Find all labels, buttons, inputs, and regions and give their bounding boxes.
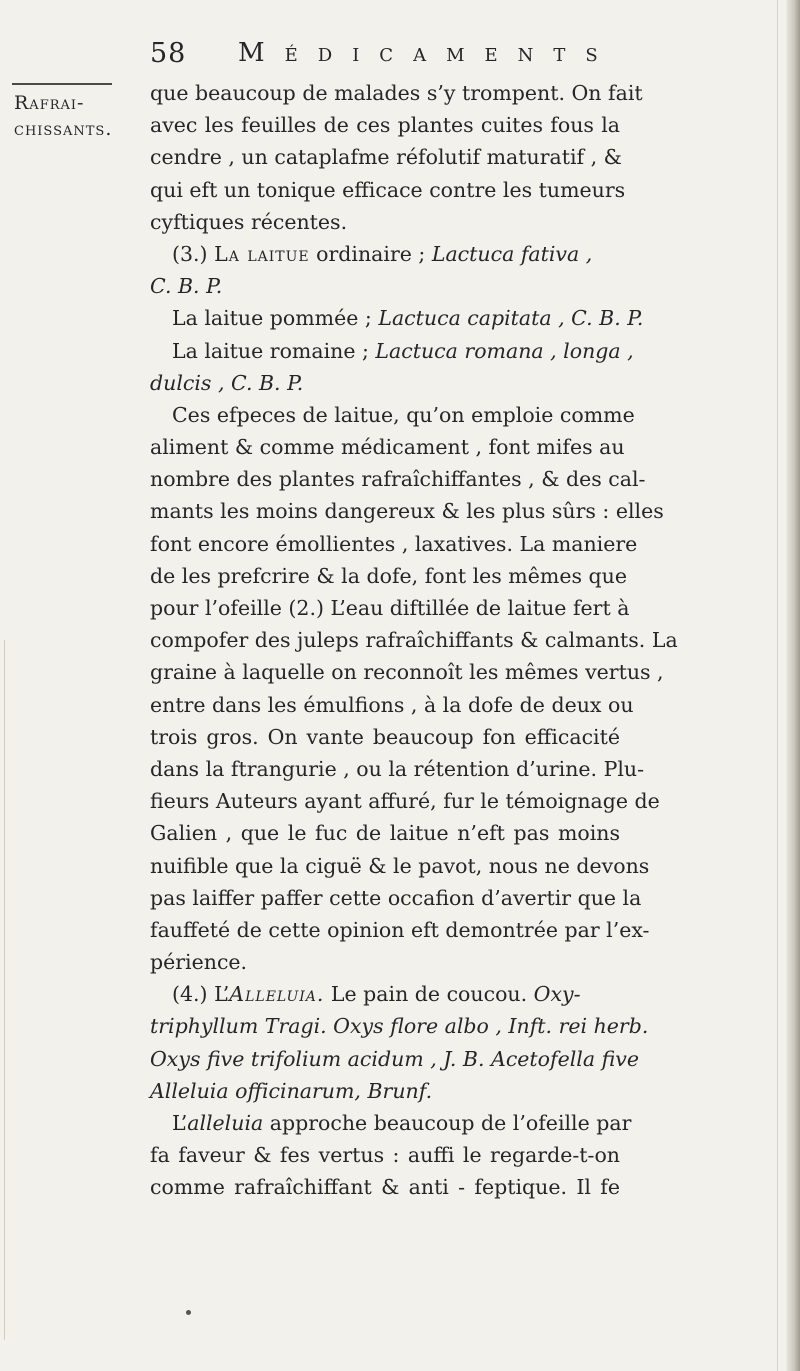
text-line: de les prefcrire & la dofe, font les mêmes que bbox=[150, 563, 627, 588]
text-run: ordinaire ; bbox=[309, 241, 432, 266]
text-line: fauffeté de cette opinion eft demontrée par l’ex- bbox=[150, 917, 650, 942]
text-line: graine à laquelle on reconnoît les mêmes vertus , bbox=[150, 660, 664, 685]
text-line: cendre , un cataplafme réfolutif maturatif , & bbox=[150, 145, 622, 170]
page-edge-shadow bbox=[786, 0, 800, 1371]
entry-number: (3.) bbox=[172, 241, 208, 266]
text-line: font encore émollientes , laxatives. La maniere bbox=[150, 531, 638, 556]
margin-note-line-1: Rafrai- bbox=[14, 92, 85, 114]
text-line: avec les feuilles de ces plantes cuites fous la bbox=[150, 113, 620, 138]
text-line: fieurs Auteurs ayant affuré, fur le témoignage de bbox=[150, 789, 660, 814]
running-title: Médicaments bbox=[238, 38, 618, 68]
latin-name: Lactuca capitata , C. B. P. bbox=[378, 306, 644, 331]
page-header bbox=[150, 36, 630, 76]
text-line bbox=[150, 335, 634, 367]
text-line: pas laiffer paffer cette occafion d’avertir que la bbox=[150, 885, 642, 910]
margin-rule bbox=[12, 83, 112, 85]
latin-name: Lactuca fativa , bbox=[431, 241, 593, 266]
text-line bbox=[150, 238, 620, 270]
text-line: comme rafraîchiffant & anti - feptique. Il fe bbox=[150, 1175, 620, 1200]
margin-note bbox=[14, 90, 144, 142]
text-run: L’ bbox=[172, 1111, 188, 1135]
text-line: Ces efpeces de laitue, qu’on emploie comme bbox=[172, 402, 635, 427]
text-run: Le pain de coucou. bbox=[324, 982, 534, 1007]
text-line: C. B. P. bbox=[150, 274, 223, 299]
page-number: 58 bbox=[150, 38, 187, 69]
text-line: triphyllum Tragi. Oxys flore albo , Inft. rei herb. bbox=[150, 1014, 649, 1039]
text-line: nombre des plantes rafraîchiffantes , & des cal- bbox=[150, 467, 646, 492]
entry-name: Alleluia. bbox=[229, 982, 325, 1007]
text-line: fa faveur & fes vertus : auffi le regarde-t-on bbox=[150, 1143, 620, 1168]
text-line bbox=[150, 1107, 632, 1139]
text-line: dans la ftrangurie , ou la rétention d’urine. Plu- bbox=[150, 756, 645, 781]
left-margin-line bbox=[4, 640, 5, 1340]
text-line bbox=[150, 978, 620, 1010]
text-line: mants les moins dangereux & les plus sûrs : elles bbox=[150, 499, 664, 524]
text-run: La laitue romaine ; bbox=[172, 338, 376, 363]
text-line: compofer des juleps rafraîchiffants & calmants. La bbox=[150, 628, 678, 653]
text-run: approche beaucoup de l’ofeille par bbox=[263, 1111, 632, 1135]
text-line: entre dans les émulfions , à la dofe de deux ou bbox=[150, 692, 634, 717]
text-line: cyftiques récentes. bbox=[150, 209, 348, 234]
text-line: trois gros. On vante beaucoup fon efficacité bbox=[150, 724, 620, 749]
text-run: La laitue pommée ; bbox=[172, 306, 379, 331]
page-edge-line bbox=[777, 0, 778, 1371]
entry-number: (4.) L’ bbox=[172, 982, 230, 1007]
text-line: dulcis , C. B. P. bbox=[150, 370, 304, 395]
latin-name: Oxy- bbox=[533, 982, 581, 1007]
text-line: qui eft un tonique efficace contre les tumeurs bbox=[150, 177, 626, 202]
text-line: Oxys five trifolium acidum , J. B. Acetofella five bbox=[150, 1046, 639, 1071]
margin-note-line-2: chissants. bbox=[14, 118, 113, 140]
text-line: que beaucoup de malades s’y trompent. On fait bbox=[150, 81, 643, 105]
text-line: Galien , que le fuc de laitue n’eft pas moins bbox=[150, 821, 620, 846]
text-line: Alleluia officinarum, Brunf. bbox=[150, 1078, 433, 1103]
text-line: nuifible que la ciguë & le pavot, nous ne devons bbox=[150, 853, 650, 878]
latin-name: alleluia bbox=[187, 1111, 264, 1135]
latin-name: Lactuca romana , longa , bbox=[375, 338, 634, 363]
text-line: pour l’ofeille (2.) L’eau diftillée de laitue fert à bbox=[150, 596, 630, 620]
text-line bbox=[150, 302, 644, 334]
entry-name: La laitue bbox=[214, 241, 310, 266]
text-line: périence. bbox=[150, 950, 248, 975]
text-line: aliment & comme médicament , font mifes au bbox=[150, 435, 625, 460]
ink-spot bbox=[186, 1310, 191, 1315]
body-text bbox=[150, 77, 678, 1204]
